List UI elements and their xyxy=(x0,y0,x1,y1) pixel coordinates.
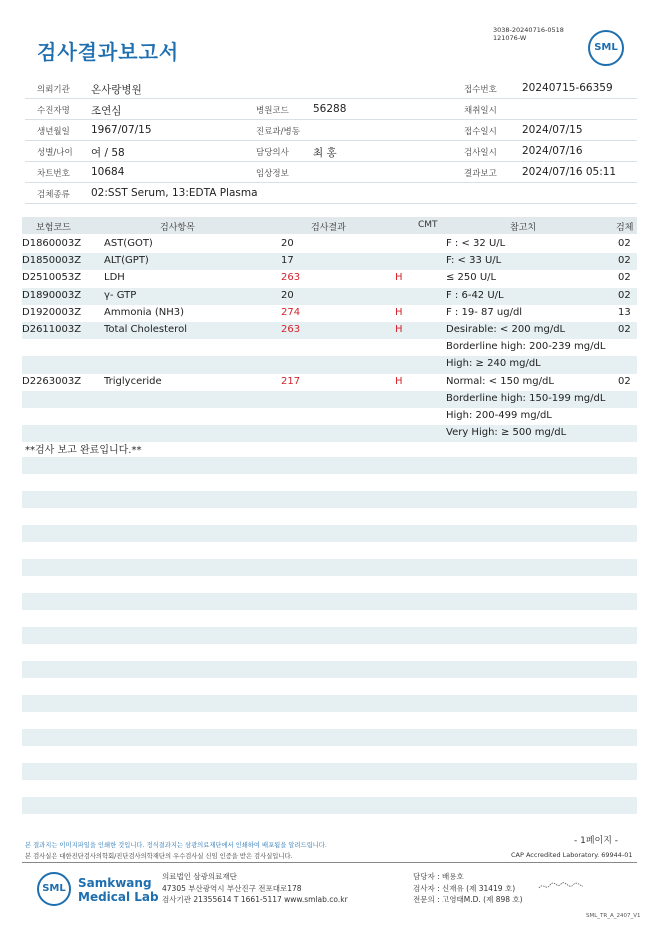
info-label: 병원코드 xyxy=(256,106,289,116)
result-flag: H xyxy=(395,306,403,318)
empty-row xyxy=(22,593,637,610)
report-code-line1: 3038-20240716-0518 xyxy=(493,26,564,34)
result-item-name: γ- GTP xyxy=(104,289,137,301)
footer-divider xyxy=(22,862,637,863)
col-header-code: 보험코드 xyxy=(36,223,71,233)
result-reference: F : < 32 U/L xyxy=(446,238,506,249)
result-specimen: 02 xyxy=(618,375,631,387)
staff-manager: 담당자 : 배용호 xyxy=(413,872,464,881)
result-value: 263 xyxy=(281,323,301,335)
empty-row xyxy=(22,763,637,780)
empty-row xyxy=(22,559,637,576)
info-row xyxy=(25,162,637,183)
info-value: 10684 xyxy=(91,166,125,178)
form-code: SML_TR_A_2407_V1 xyxy=(586,913,641,919)
result-item-name: Triglyceride xyxy=(104,375,162,387)
empty-rows xyxy=(22,457,637,831)
info-row xyxy=(25,120,637,141)
contact: 검사기관 21355614 T 1661-5117 www.smlab.co.kr xyxy=(162,895,348,904)
result-row xyxy=(22,391,637,408)
empty-row xyxy=(22,627,637,644)
result-code: D1890003Z xyxy=(22,289,82,301)
result-specimen: 02 xyxy=(618,323,631,335)
results-table-header xyxy=(22,217,637,234)
brand-line2: Medical Lab xyxy=(78,890,159,904)
result-row xyxy=(22,288,637,305)
result-row xyxy=(22,374,637,391)
footer-logo-icon xyxy=(37,872,71,906)
empty-row xyxy=(22,729,637,746)
result-value: 20 xyxy=(281,238,294,249)
info-value: 온사랑병원 xyxy=(91,84,142,96)
info-row xyxy=(25,78,637,99)
result-value: 263 xyxy=(281,272,301,284)
info-value: 2024/07/16 xyxy=(522,145,583,157)
result-specimen: 02 xyxy=(618,238,631,249)
result-row xyxy=(22,322,637,339)
result-row xyxy=(22,305,637,322)
result-reference: High: ≥ 240 mg/dL xyxy=(446,358,541,370)
result-code: D2611003Z xyxy=(22,323,82,335)
results-table-body xyxy=(22,236,637,442)
result-reference: Desirable: < 200 mg/dL xyxy=(446,323,566,335)
completion-text: **검사 보고 완료입니다.** xyxy=(25,445,142,456)
address: 47305 부산광역시 부산진구 전포대로178 xyxy=(162,883,302,893)
sml-logo-icon xyxy=(588,30,624,66)
accreditation-notice: 본 검사실은 대한진단검사의학회/진단검사의학재단의 우수검사실 신임 인증을 받은 검사실입니다. xyxy=(25,853,293,860)
result-reference: High: 200-499 mg/dL xyxy=(446,409,552,421)
report-code-line2: 121076-W xyxy=(493,34,527,42)
info-value: 56288 xyxy=(313,103,347,115)
footer-staff xyxy=(413,871,523,906)
info-value: 2024/07/16 05:11 xyxy=(522,166,617,178)
info-value: 조연심 xyxy=(91,105,122,117)
info-label: 생년월일 xyxy=(37,127,70,137)
col-header-item: 검사항목 xyxy=(160,223,195,233)
result-reference: Borderline high: 200-239 mg/dL xyxy=(446,341,606,353)
logo-text: SML xyxy=(594,42,618,53)
result-flag: H xyxy=(395,272,403,284)
result-reference: F : 19- 87 ug/dl xyxy=(446,306,523,318)
col-header-specimen: 검체 xyxy=(616,223,634,233)
info-label: 검사일시 xyxy=(464,148,497,158)
specimen-value: 02:SST Serum, 13:EDTA Plasma xyxy=(91,187,258,199)
result-reference: Very High: ≥ 500 mg/dL xyxy=(446,427,567,439)
result-code: D1920003Z xyxy=(22,306,82,318)
info-label: 성별/나이 xyxy=(37,148,73,158)
info-row xyxy=(25,141,637,162)
result-value: 17 xyxy=(281,255,294,267)
col-header-cmt: CMT xyxy=(418,220,438,230)
result-code: D1850003Z xyxy=(22,255,82,267)
info-label: 의뢰기관 xyxy=(37,85,70,95)
result-specimen: 02 xyxy=(618,272,631,284)
patient-info xyxy=(25,78,637,204)
info-row-specimen xyxy=(25,183,637,204)
info-label: 결과보고 xyxy=(464,169,497,179)
info-value: 1967/07/15 xyxy=(91,124,152,136)
result-row xyxy=(22,236,637,253)
info-label: 접수일시 xyxy=(464,127,497,137)
page-number: - 1페이지 - xyxy=(574,836,619,846)
info-label: 수진자명 xyxy=(37,106,70,116)
result-reference: Borderline high: 150-199 mg/dL xyxy=(446,392,606,404)
org-name: 의료법인 삼광의료재단 xyxy=(162,872,237,881)
staff-tester: 검사자 : 신재유 (제 31419 호) xyxy=(413,883,516,893)
page-title: 검사결과보고서 xyxy=(37,40,180,64)
result-code: D2510053Z xyxy=(22,272,82,284)
result-row xyxy=(22,408,637,425)
info-label: 담당의사 xyxy=(256,148,289,158)
result-code: D1860003Z xyxy=(22,238,82,249)
info-label: 차트번호 xyxy=(37,169,70,179)
result-item-name: LDH xyxy=(104,272,125,284)
brand-line1: Samkwang xyxy=(78,876,152,890)
result-row xyxy=(22,339,637,356)
result-specimen: 02 xyxy=(618,255,631,267)
cap-accreditation: CAP Accredited Laboratory. 69944-01 xyxy=(511,851,633,859)
result-flag: H xyxy=(395,323,403,335)
result-specimen: 13 xyxy=(618,306,631,318)
result-row xyxy=(22,356,637,373)
specimen-label: 검체종류 xyxy=(37,190,70,200)
empty-row xyxy=(22,457,637,474)
info-value: 최 홍 xyxy=(313,147,337,159)
info-label: 채취일시 xyxy=(464,106,497,116)
print-notice: 본 결과지는 이미지파일을 인쇄한 것입니다. 정식결과지는 삼광의료재단에서 인쇄하여 배포됨을 알려드립니다. xyxy=(25,842,327,849)
footer-logo-text: SML xyxy=(42,883,66,894)
signature-icon xyxy=(537,880,585,892)
info-row xyxy=(25,99,637,120)
col-header-ref: 참고치 xyxy=(510,223,537,233)
empty-row xyxy=(22,695,637,712)
info-value: 2024/07/15 xyxy=(522,124,583,136)
col-header-result: 검사결과 xyxy=(311,223,346,233)
empty-row xyxy=(22,491,637,508)
result-item-name: ALT(GPT) xyxy=(104,255,149,267)
result-specimen: 02 xyxy=(618,289,631,301)
result-item-name: Ammonia (NH3) xyxy=(104,306,185,318)
info-label: 접수번호 xyxy=(464,85,497,95)
info-label: 진료과/병동 xyxy=(256,127,300,137)
empty-row xyxy=(22,525,637,542)
info-value: 20240715-66359 xyxy=(522,82,613,94)
result-value: 217 xyxy=(281,375,301,387)
report-code xyxy=(493,26,564,42)
result-reference: F: < 33 U/L xyxy=(446,255,502,267)
result-value: 20 xyxy=(281,289,294,301)
brand-name xyxy=(78,876,159,904)
result-row xyxy=(22,425,637,442)
info-value: 여 / 58 xyxy=(91,147,125,159)
empty-row xyxy=(22,797,637,814)
staff-specialist: 전문의 : 고영태M.D. (제 898 호) xyxy=(413,895,523,904)
result-flag: H xyxy=(395,375,403,387)
footer-address xyxy=(162,871,348,906)
result-row xyxy=(22,253,637,270)
result-row xyxy=(22,270,637,287)
info-label: 임상정보 xyxy=(256,169,289,179)
result-code: D2263003Z xyxy=(22,375,82,387)
result-reference: F : 6-42 U/L xyxy=(446,289,504,301)
result-item-name: AST(GOT) xyxy=(104,238,153,249)
result-value: 274 xyxy=(281,306,301,318)
empty-row xyxy=(22,661,637,678)
result-reference: ≤ 250 U/L xyxy=(446,272,497,284)
result-reference: Normal: < 150 mg/dL xyxy=(446,375,554,387)
result-item-name: Total Cholesterol xyxy=(104,323,187,335)
